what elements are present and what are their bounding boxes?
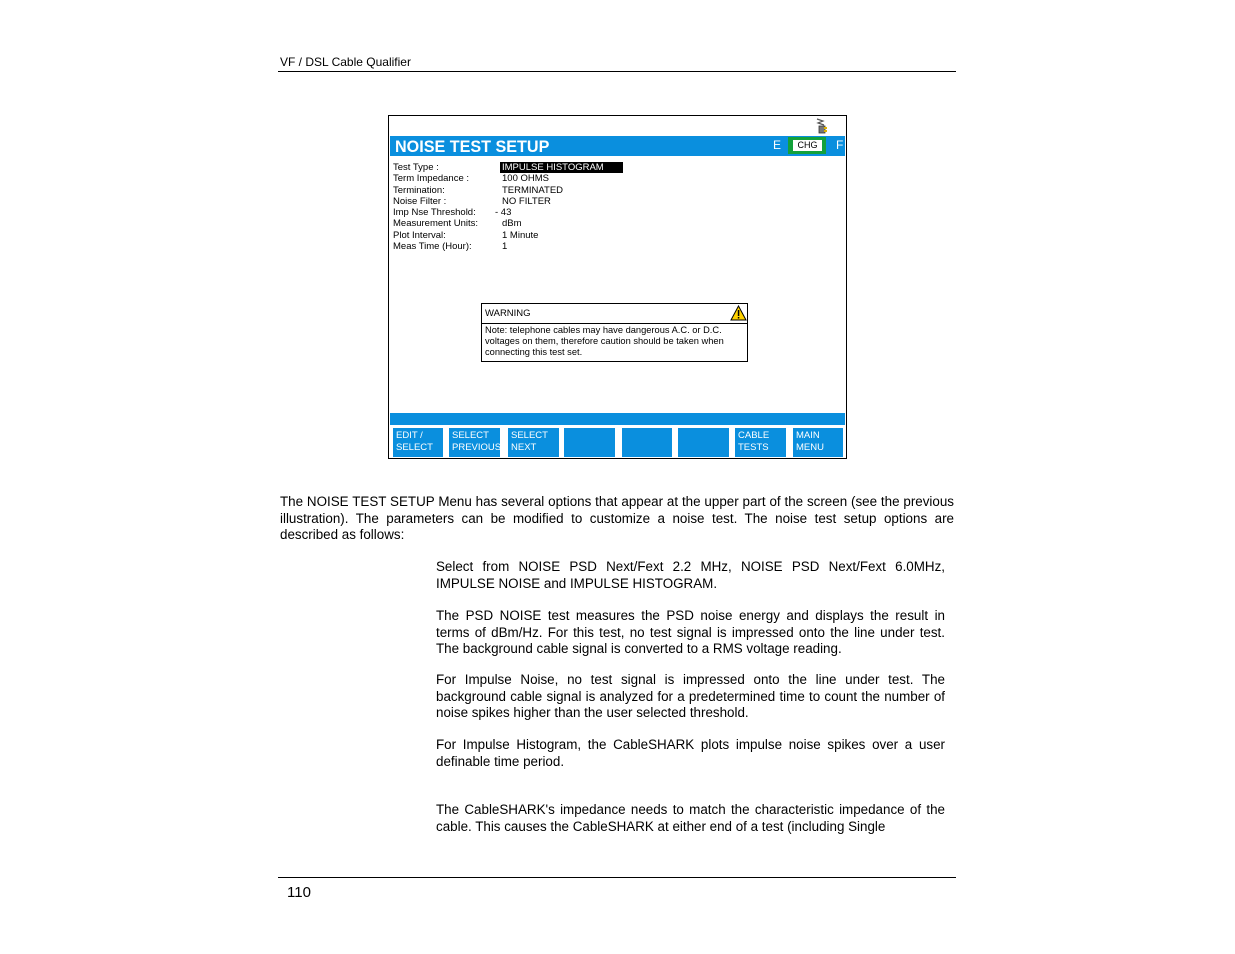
param-value[interactable]: - 43	[495, 207, 512, 219]
page-number: 110	[287, 884, 311, 901]
charge-indicator	[788, 137, 826, 154]
device-screen	[388, 115, 847, 459]
param-value-selected[interactable]: IMPULSE HISTOGRAM	[500, 162, 623, 173]
param-label: Test Type :	[393, 162, 439, 173]
screen-title-bar	[390, 136, 845, 156]
softkey-cable-tests[interactable]: CABLE TESTS	[735, 428, 786, 457]
param-label: Term Impedance :	[393, 173, 470, 185]
softkey-edit-select[interactable]: EDIT / SELECT	[393, 428, 443, 457]
warning-line: Note: telephone cables may have dangerous A.C. or D.C.	[485, 325, 722, 335]
warning-text	[485, 325, 747, 359]
body-para-impulse-noise: For Impulse Noise, no test signal is impressed onto the line under test. The background cable signal is analyzed for a predetermined time to count the number of noise spikes higher than the user selected threshold.	[436, 672, 945, 720]
header-rule	[278, 71, 956, 72]
indicator-e: E	[773, 138, 782, 152]
param-value[interactable]: dBm	[502, 218, 522, 230]
softkey-blank-3[interactable]	[678, 428, 729, 457]
warning-header	[482, 304, 747, 324]
softkey-blank-2[interactable]	[622, 428, 672, 457]
body-para-test-type: Select from NOISE PSD Next/Fext 2.2 MHz, NOISE PSD Next/Fext 6.0MHz, IMPULSE NOISE and IMPULSE HISTOGRAM.	[436, 559, 945, 591]
warning-title: WARNING	[485, 308, 531, 319]
softkey-select-next[interactable]: SELECT NEXT	[508, 428, 559, 457]
softkey-main-menu[interactable]: MAIN MENU	[793, 428, 843, 457]
body-para-psd-noise: The PSD NOISE test measures the PSD noise energy and displays the result in terms of dBm/Hz. For this test, no test signal is impressed onto the line under test. The background cable signal is converted to a RMS voltage reading.	[436, 608, 945, 656]
body-intro: The NOISE TEST SETUP Menu has several options that appear at the upper part of the screen (see the previous illustration). The parameters can be modified to customize a noise test. The noise test setup options are described as follows:	[280, 494, 954, 542]
footer-rule	[278, 877, 956, 878]
param-label: Plot Interval:	[393, 229, 446, 241]
param-label: Meas Time (Hour):	[393, 241, 472, 253]
body-para-impedance: The CableSHARK's impedance needs to match the characteristic impedance of the cable. This causes the CableSHARK at either end of a test (including Single	[436, 802, 945, 834]
indicator-f: F	[836, 138, 844, 152]
warning-triangle-icon	[730, 305, 747, 321]
param-value[interactable]: 1 Minute	[502, 229, 539, 241]
screen-title: NOISE TEST SETUP	[395, 137, 550, 156]
param-value[interactable]: 1	[502, 241, 508, 253]
softkey-select-previous[interactable]: SELECT PREVIOUS	[449, 428, 500, 457]
param-value[interactable]: 100 OHMS	[502, 173, 549, 185]
param-label: Measurement Units:	[393, 218, 479, 230]
warning-box	[481, 303, 748, 362]
param-label: Noise Filter :	[393, 195, 447, 207]
param-value[interactable]: NO FILTER	[502, 195, 551, 207]
param-label: Imp Nse Threshold:	[393, 207, 476, 219]
warning-line: connecting this test set.	[485, 347, 583, 358]
plug-icon	[813, 118, 829, 136]
body-para-impulse-histogram: For Impulse Histogram, the CableSHARK plots impulse noise spikes over a user definable time period.	[436, 737, 945, 769]
status-bar	[390, 413, 845, 425]
charge-label: CHG	[793, 140, 822, 151]
param-label: Termination:	[393, 184, 445, 196]
softkey-blank-1[interactable]	[564, 428, 615, 457]
running-header: VF / DSL Cable Qualifier	[280, 55, 411, 69]
warning-line: voltages on them, therefore caution should be taken when	[485, 336, 724, 347]
param-value[interactable]: TERMINATED	[502, 184, 564, 196]
